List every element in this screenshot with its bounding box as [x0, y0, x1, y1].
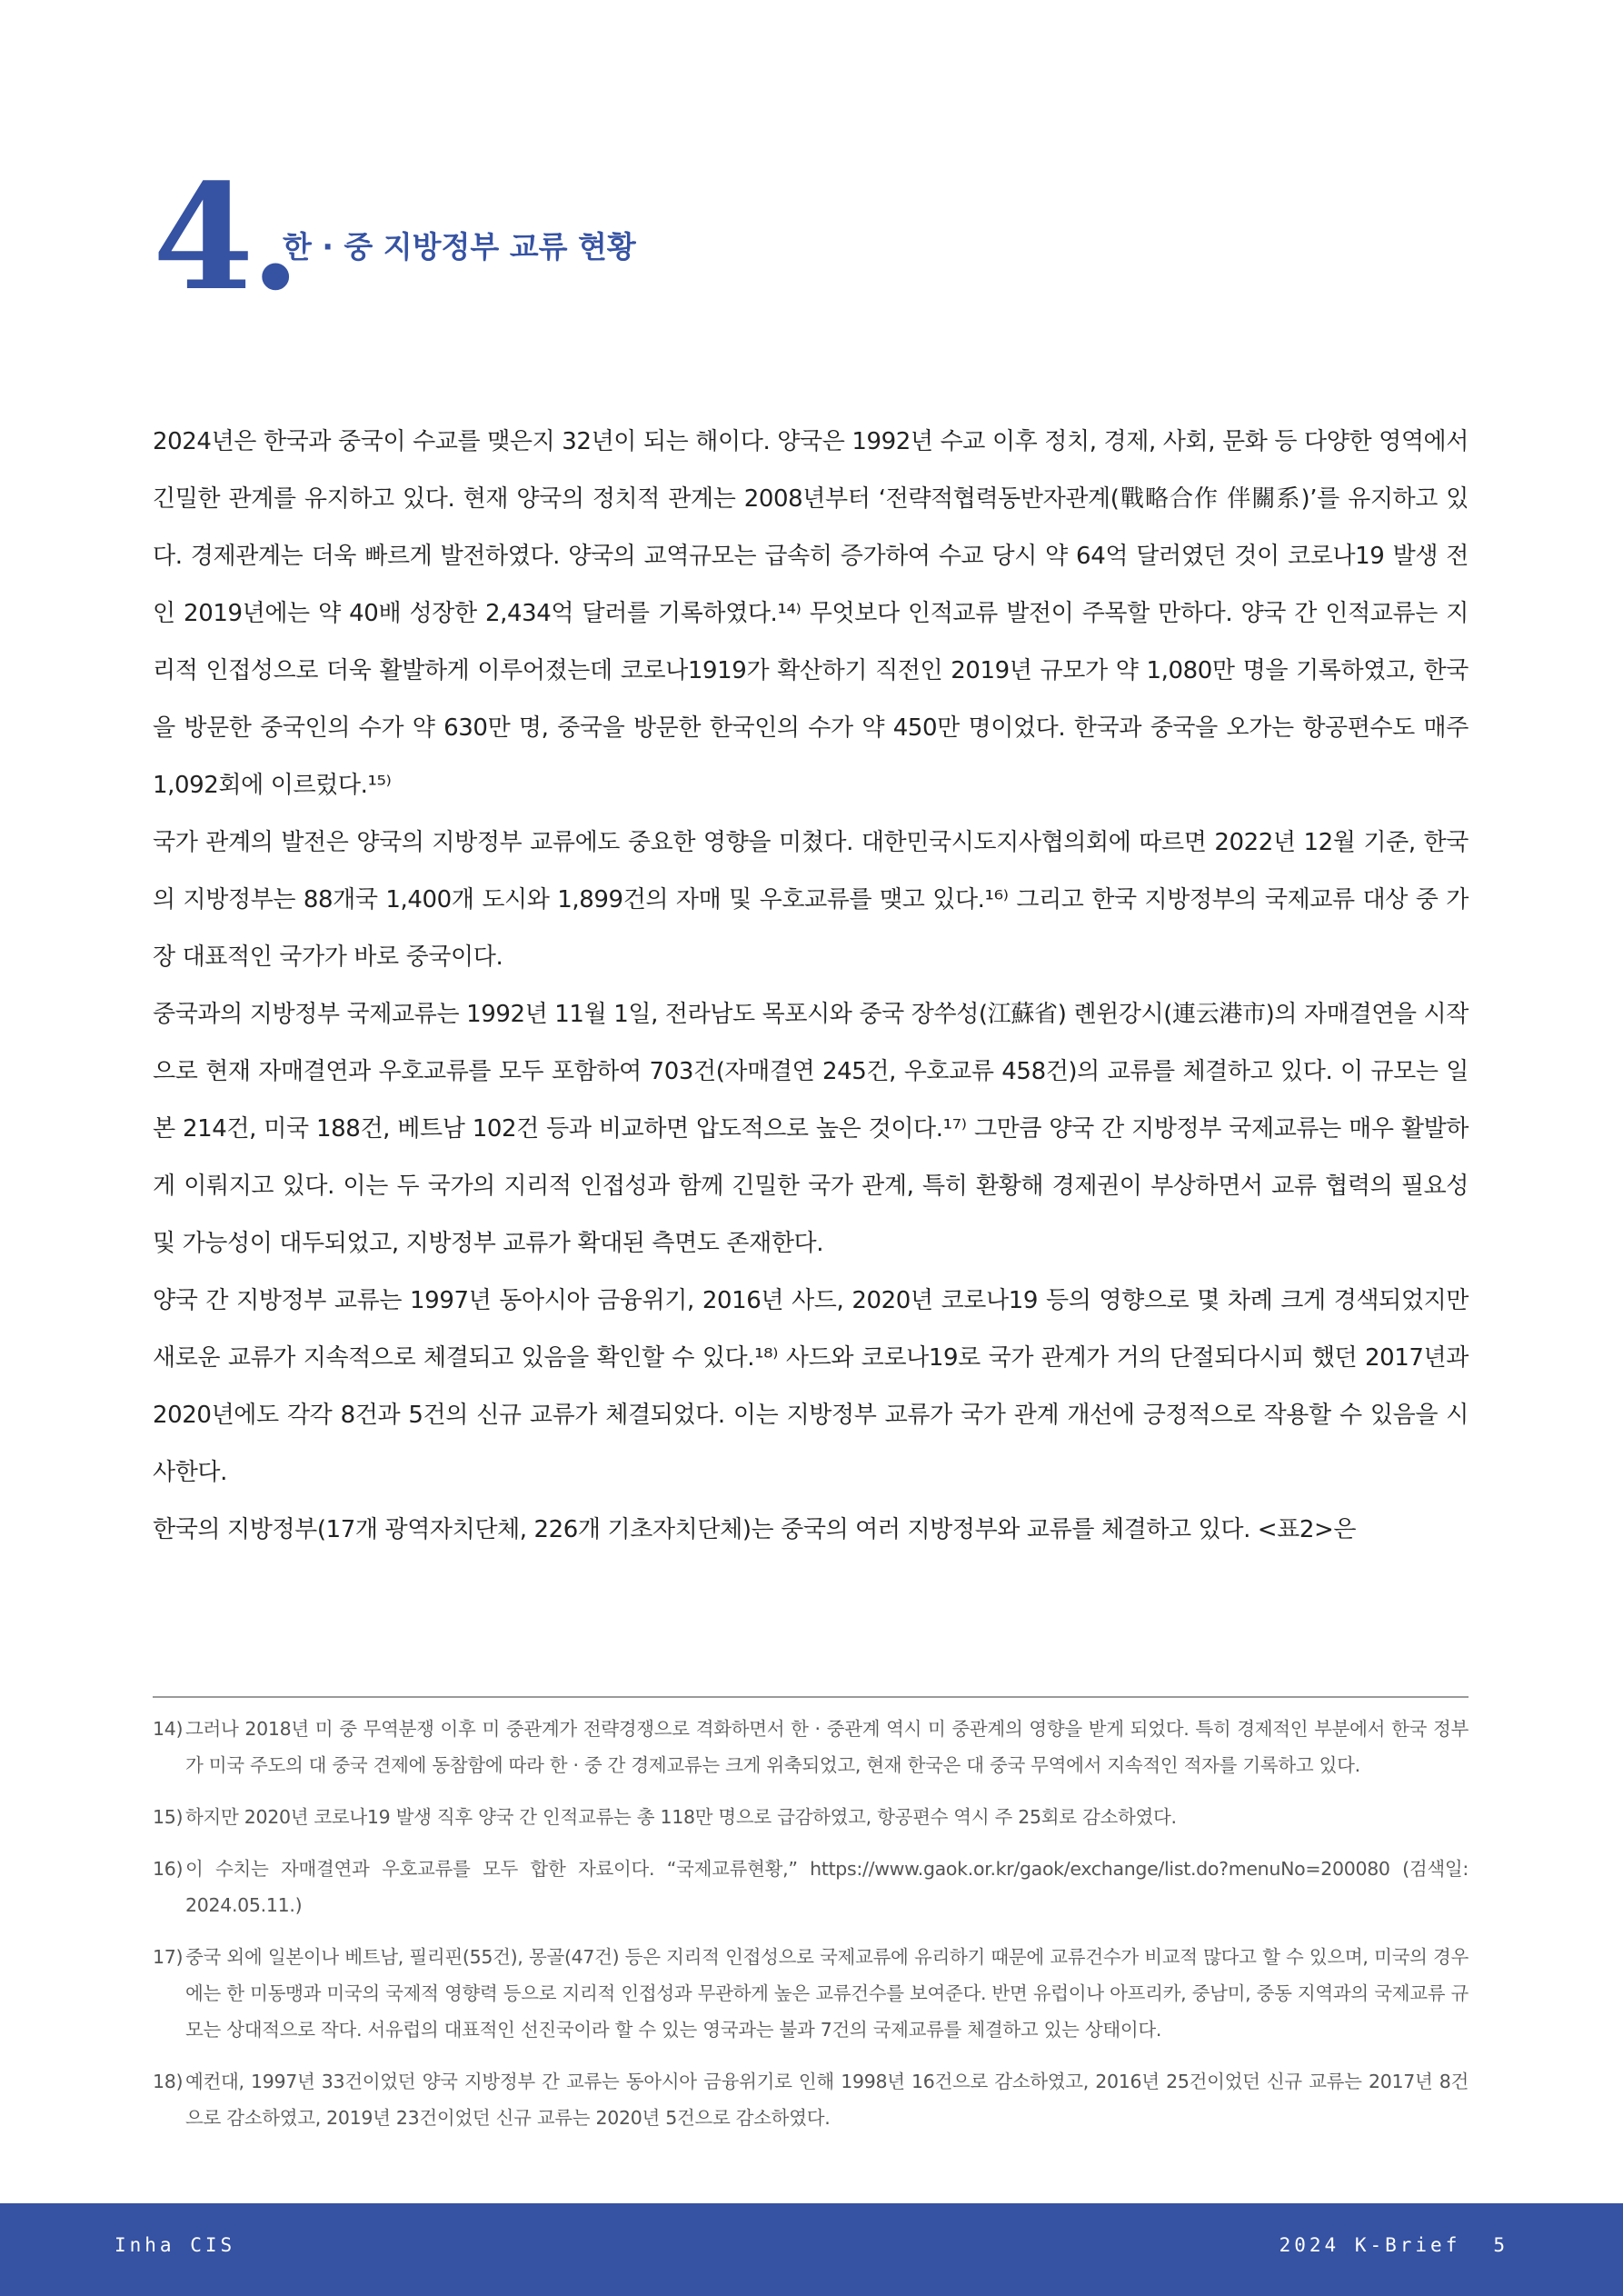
- footnote-number: 16): [153, 1858, 184, 1880]
- paragraph: 국가 관계의 발전은 양국의 지방정부 교류에도 중요한 영향을 미쳤다. 대한민국시도지사협의회에 따르면 2022년 12월 기준, 한국의 지방정부는 88개국 1,400개 도시와 1,899건의 자매 및 우호교류를 맺고 있다.¹⁶⁾ 그리고 한국 지방정부의 국제교류 대상 중 가장 대표적인 국가가 바로 중국이다.: [153, 829, 1469, 971]
- footnote-text: 하지만 2020년 코로나19 발생 직후 양국 간 인적교류는 총 118만 명으로 급감하였고, 항공편수 역시 주 25회로 감소하였다.: [185, 1806, 1177, 1828]
- footnote-divider: [153, 1696, 1469, 1698]
- footnote-text: 이 수치는 자매결연과 우호교류를 모두 합한 자료이다. “국제교류현황,” https://www.gaok.or.kr/gaok/exchange/list.do?menuNo=200080 (검색일: 2024.05.11.): [185, 1858, 1469, 1916]
- section-number: 4.: [153, 152, 298, 323]
- footer-publication: [1279, 2234, 1508, 2256]
- footnote-text: 중국 외에 일본이나 베트남, 필리핀(55건), 몽골(47건) 등은 지리적 인접성으로 국제교류에 유리하기 때문에 교류건수가 비교적 많다고 할 수 있으며, 미국의 경우에는 한 미동맹과 미국의 국제적 영향력 등으로 지리적 인접성과 무관하게 높은 교류건수를 보여준다. 반면 유럽이나 아프리카, 중남미, 중동 지역과의 국제교류 규모는 상대적으로 작다. 서유럽의 대표적인 선진국이라 할 수 있는 영국과는 불과 7건의 국제교류를 체결하고 있는 상태이다.: [185, 1946, 1469, 2041]
- page-footer: [0, 2203, 1623, 2296]
- paragraph: 2024년은 한국과 중국이 수교를 맺은지 32년이 되는 해이다. 양국은 1992년 수교 이후 정치, 경제, 사회, 문화 등 다양한 영역에서 긴밀한 관계를 유지하고 있다. 현재 양국의 정치적 관계는 2008년부터 ‘전략적협력동반자관계(戰略合作 伴關系)’를 유지하고 있다. 경제관계는 더욱 빠르게 발전하였다. 양국의 교역규모는 급속히 증가하여 수교 당시 약 64억 달러였던 것이 코로나19 발생 전인 2019년에는 약 40배 성장한 2,434억 달러를 기록하였다.¹⁴⁾ 무엇보다 인적교류 발전이 주목할 만하다. 양국 간 인적교류는 지리적 인접성으로 더욱 활발하게 이루어졌는데 코로나1919가 확산하기 직전인 2019년 규모가 약 1,080만 명을 기록하였고, 한국을 방문한 중국인의 수가 약 630만 명, 중국을 방문한 한국인의 수가 약 450만 명이었다. 한국과 중국을 오가는 항공편수도 매주 1,092회에 이르렀다.¹⁵⁾: [153, 428, 1469, 799]
- page-number: 5: [1493, 2234, 1508, 2256]
- footnote-text: 예컨대, 1997년 33건이었던 양국 지방정부 간 교류는 동아시아 금융위기로 인해 1998년 16건으로 감소하였고, 2016년 25건이었던 신규 교류는 2017년 8건으로 감소하였고, 2019년 23건이었던 신규 교류는 2020년 5건으로 감소하였다.: [185, 2071, 1469, 2129]
- paragraph: 한국의 지방정부(17개 광역자치단체, 226개 기초자치단체)는 중국의 여러 지방정부와 교류를 체결하고 있다. <표2>은: [153, 1516, 1357, 1543]
- footnote-number: 14): [153, 1718, 184, 1740]
- footnote: [153, 1711, 1469, 1783]
- footnote: [153, 1939, 1469, 2048]
- footer-publisher: Inha CIS: [115, 2234, 236, 2256]
- footnote: [153, 1799, 1469, 1835]
- footnote-number: 18): [153, 2071, 184, 2092]
- footnote-text: 그러나 2018년 미 중 무역분쟁 이후 미 중관계가 전략경쟁으로 격화하면서 한 · 중관계 역시 미 중관계의 영향을 받게 되었다. 특히 경제적인 부분에서 한국 정부가 미국 주도의 대 중국 견제에 동참함에 따라 한 · 중 간 경제교류는 크게 위축되었고, 현재 한국은 대 중국 무역에서 지속적인 적자를 기록하고 있다.: [185, 1718, 1469, 1776]
- paragraph: 중국과의 지방정부 국제교류는 1992년 11월 1일, 전라남도 목포시와 중국 장쑤성(江蘇省) 롄윈강시(連云港市)의 자매결연을 시작으로 현재 자매결연과 우호교류를 모두 포함하여 703건(자매결연 245건, 우호교류 458건)의 교류를 체결하고 있다. 이 규모는 일본 214건, 미국 188건, 베트남 102건 등과 비교하면 압도적으로 높은 것이다.¹⁷⁾ 그만큼 양국 간 지방정부 국제교류는 매우 활발하게 이뤄지고 있다. 이는 두 국가의 지리적 인접성과 함께 긴밀한 국가 관계, 특히 환황해 경제권이 부상하면서 교류 협력의 필요성 및 가능성이 대두되었고, 지방정부 교류가 확대된 측면도 존재한다.: [153, 1001, 1469, 1257]
- footnote-number: 15): [153, 1806, 184, 1828]
- body-text: [153, 414, 1469, 1559]
- footer-series: 2024 K-Brief: [1279, 2234, 1461, 2256]
- footnote: [153, 1851, 1469, 1923]
- section-title: 한 · 중 지방정부 교류 현황: [283, 229, 636, 265]
- paragraph: 양국 간 지방정부 교류는 1997년 동아시아 금융위기, 2016년 사드, 2020년 코로나19 등의 영향으로 몇 차례 크게 경색되었지만 새로운 교류가 지속적으로 체결되고 있음을 확인할 수 있다.¹⁸⁾ 사드와 코로나19로 국가 관계가 거의 단절되다시피 했던 2017년과 2020년에도 각각 8건과 5건의 신규 교류가 체결되었다. 이는 지방정부 교류가 국가 관계 개선에 긍정적으로 작용할 수 있음을 시사한다.: [153, 1287, 1469, 1486]
- footnote: [153, 2063, 1469, 2136]
- footnotes: [153, 1711, 1469, 2151]
- footnote-number: 17): [153, 1946, 184, 1968]
